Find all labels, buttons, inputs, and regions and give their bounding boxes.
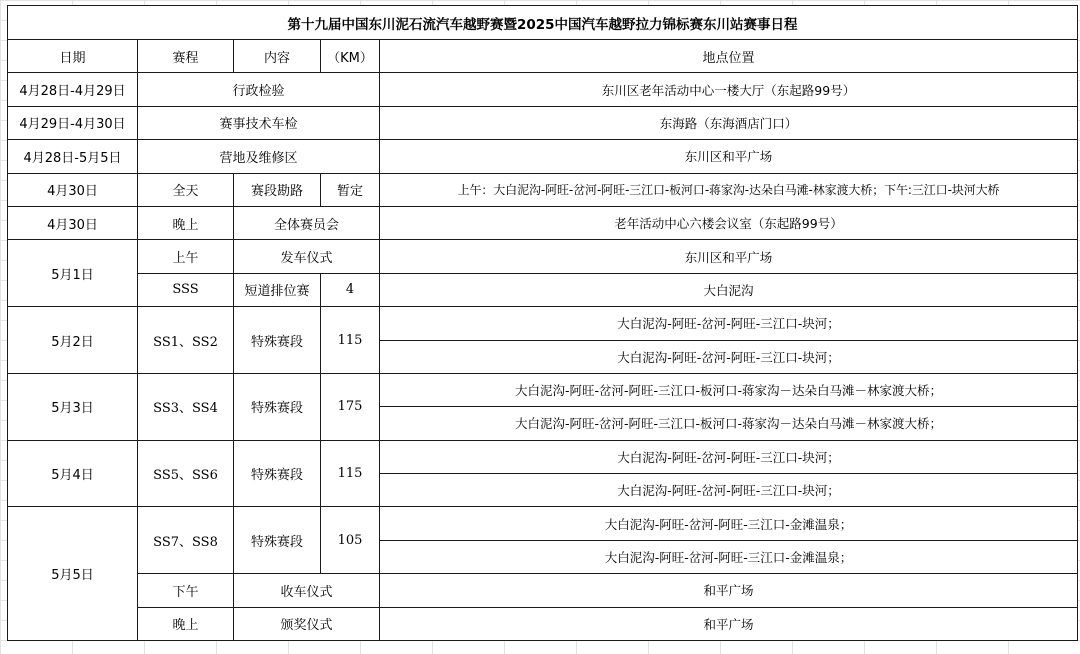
- header-content[interactable]: 内容: [234, 40, 321, 73]
- location-cell[interactable]: 大白泥沟: [380, 273, 1078, 306]
- location-cell[interactable]: 大白泥沟-阿旺-岔河-阿旺-三江口-金滩温泉；: [380, 540, 1078, 573]
- date-cell[interactable]: 4月28日-4月29日: [8, 73, 138, 106]
- stage-cell[interactable]: SS1、SS2: [138, 307, 234, 374]
- title-row: [8, 6, 1078, 40]
- location-cell[interactable]: 东海路（东海酒店门口）: [380, 106, 1078, 139]
- content-cell[interactable]: 行政检验: [138, 73, 380, 106]
- date-cell[interactable]: 4月30日: [8, 173, 138, 206]
- stage-cell[interactable]: SS5、SS6: [138, 440, 234, 507]
- table-title[interactable]: 第十九届中国东川泥石流汽车越野赛暨2025中国汽车越野拉力锦标赛东川站赛事日程: [8, 6, 1078, 40]
- location-cell[interactable]: 大白泥沟-阿旺-岔河-阿旺-三江口-金滩温泉；: [380, 507, 1078, 540]
- stage-cell[interactable]: SS7、SS8: [138, 507, 234, 574]
- location-cell[interactable]: 和平广场: [380, 607, 1078, 640]
- content-cell[interactable]: 特殊赛段: [234, 373, 321, 440]
- content-cell[interactable]: 营地及维修区: [138, 140, 380, 173]
- table-row: [8, 507, 1078, 540]
- location-cell[interactable]: 大白泥沟-阿旺-岔河-阿旺-三江口-块河；: [380, 340, 1078, 373]
- content-cell[interactable]: 特殊赛段: [234, 307, 321, 374]
- content-cell[interactable]: 特殊赛段: [234, 440, 321, 507]
- km-cell[interactable]: 105: [321, 507, 380, 574]
- km-cell[interactable]: 暂定: [321, 173, 380, 206]
- table-row: [8, 273, 1078, 306]
- table-row: [8, 574, 1078, 607]
- content-cell[interactable]: 发车仪式: [234, 240, 380, 273]
- km-cell[interactable]: 115: [321, 440, 380, 507]
- stage-cell[interactable]: 全天: [138, 173, 234, 206]
- content-cell[interactable]: 赛事技术车检: [138, 106, 380, 139]
- table-row: [8, 240, 1078, 273]
- header-stage[interactable]: 赛程: [138, 40, 234, 73]
- location-cell[interactable]: 老年活动中心六楼会议室（东起路99号）: [380, 206, 1078, 239]
- date-cell[interactable]: 5月1日: [8, 240, 138, 307]
- content-cell[interactable]: 赛段勘路: [234, 173, 321, 206]
- stage-cell[interactable]: 下午: [138, 574, 234, 607]
- content-cell[interactable]: 颁奖仪式: [234, 607, 380, 640]
- header-date[interactable]: 日期: [8, 40, 138, 73]
- table-row: [8, 140, 1078, 173]
- content-cell[interactable]: 全体赛员会: [234, 206, 380, 239]
- stage-cell[interactable]: 上午: [138, 240, 234, 273]
- table-row: [8, 373, 1078, 406]
- date-cell[interactable]: 5月4日: [8, 440, 138, 507]
- stage-cell[interactable]: 晚上: [138, 607, 234, 640]
- table-row: [8, 440, 1078, 473]
- date-cell[interactable]: 4月29日-4月30日: [8, 106, 138, 139]
- km-cell[interactable]: 175: [321, 373, 380, 440]
- date-cell[interactable]: 4月28日-5月5日: [8, 140, 138, 173]
- location-cell[interactable]: 大白泥沟-阿旺-岔河-阿旺-三江口-板河口-蒋家沟－达朵白马滩－林家渡大桥；: [380, 373, 1078, 406]
- km-cell[interactable]: 4: [321, 273, 380, 306]
- table-row: [8, 607, 1078, 640]
- content-cell[interactable]: 收车仪式: [234, 574, 380, 607]
- header-km[interactable]: （KM）: [321, 40, 380, 73]
- schedule-table: [7, 5, 1078, 641]
- km-cell[interactable]: 115: [321, 307, 380, 374]
- location-cell[interactable]: 东川区和平广场: [380, 240, 1078, 273]
- location-cell[interactable]: 大白泥沟-阿旺-岔河-阿旺-三江口-块河；: [380, 440, 1078, 473]
- header-row: [8, 40, 1078, 73]
- location-cell[interactable]: 大白泥沟-阿旺-岔河-阿旺-三江口-块河；: [380, 474, 1078, 507]
- header-location[interactable]: 地点位置: [380, 40, 1078, 73]
- content-cell[interactable]: 短道排位赛: [234, 273, 321, 306]
- location-cell[interactable]: 东川区和平广场: [380, 140, 1078, 173]
- table-row: [8, 73, 1078, 106]
- stage-cell[interactable]: SSS: [138, 273, 234, 306]
- location-cell[interactable]: 大白泥沟-阿旺-岔河-阿旺-三江口-块河；: [380, 307, 1078, 340]
- stage-cell[interactable]: 晚上: [138, 206, 234, 239]
- table-row: [8, 106, 1078, 139]
- table-row: [8, 173, 1078, 206]
- table-row: [8, 206, 1078, 239]
- date-cell[interactable]: 5月5日: [8, 507, 138, 641]
- stage-cell[interactable]: SS3、SS4: [138, 373, 234, 440]
- location-cell[interactable]: 东川区老年活动中心一楼大厅（东起路99号）: [380, 73, 1078, 106]
- date-cell[interactable]: 5月2日: [8, 307, 138, 374]
- location-cell[interactable]: 上午：大白泥沟-阿旺-岔河-阿旺-三江口-板河口-蒋家沟-达朵白马滩-林家渡大桥；下午:三江口-块河大桥: [380, 173, 1078, 206]
- location-cell[interactable]: 大白泥沟-阿旺-岔河-阿旺-三江口-板河口-蒋家沟－达朵白马滩－林家渡大桥；: [380, 407, 1078, 440]
- content-cell[interactable]: 特殊赛段: [234, 507, 321, 574]
- date-cell[interactable]: 4月30日: [8, 206, 138, 239]
- table-row: [8, 307, 1078, 340]
- location-cell[interactable]: 和平广场: [380, 574, 1078, 607]
- date-cell[interactable]: 5月3日: [8, 373, 138, 440]
